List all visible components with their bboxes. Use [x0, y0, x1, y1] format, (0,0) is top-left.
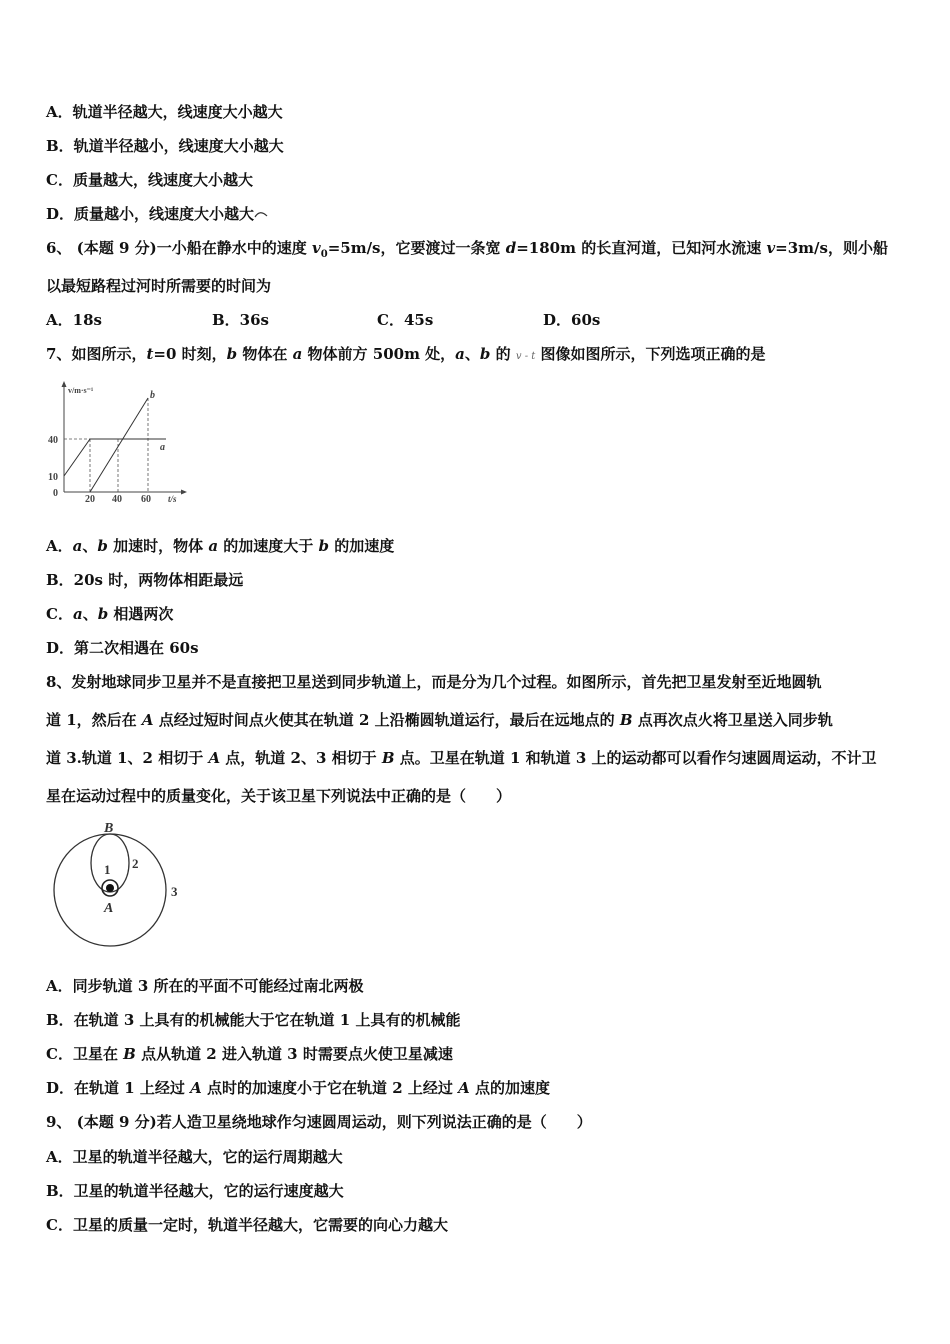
q8-l2-3: 点经过短时间点火使其在轨道 2 上沿椭圆轨道运行，最后在远地点的 — [153, 711, 620, 729]
q8-l2-1: 道 1，然后在 — [46, 711, 142, 729]
q7-oc-4: b — [97, 605, 109, 623]
q7-text-7: 图像如图所示，下列选项正确的是 — [540, 345, 766, 363]
q8-stem-line3 — [46, 748, 877, 768]
q8-stem-line1: 8、发射地球同步卫星并不是直接把卫星送到同步轨道上，而是分为几个过程。如图所示，首先把卫星发射至近地圆轨 — [46, 673, 822, 691]
q7-oc-1: C． — [46, 605, 73, 623]
q6-options — [46, 310, 766, 330]
vt-ytick-10: 10 — [48, 472, 58, 483]
q7-oc-2: a — [72, 605, 83, 623]
q7-var-a: a — [292, 345, 303, 363]
q6-text-1: 一小船在静水中的速度 — [156, 239, 307, 257]
q7-text-1: 如图所示， — [71, 345, 147, 363]
q8-l3-4: B — [381, 749, 395, 767]
q7-var-t: t — [146, 345, 154, 363]
q7-oa-1: A． — [46, 537, 73, 555]
orbit-label-a: A — [104, 901, 114, 916]
q6-option-b: B．36s — [212, 311, 269, 329]
q7-oa-2: a — [72, 537, 83, 555]
vt-y-arrow-icon — [62, 381, 67, 387]
q7-text-6: 的 — [490, 345, 511, 363]
q8-od-4: A — [458, 1079, 470, 1097]
q8-option-b: B．在轨道 3 上具有的机械能大于它在轨道 1 上具有的机械能 — [46, 1011, 461, 1029]
q7-text-2: =0 时刻， — [153, 345, 227, 363]
q6-stem-line1 — [46, 238, 888, 265]
q7-stem — [46, 344, 766, 367]
q7-option-c — [46, 604, 173, 624]
q8-od-5: 点的加速度 — [469, 1079, 550, 1097]
q6-text-3: =180m 的长直河道，已知河水流速 — [516, 239, 762, 257]
q7-option-d: D．第二次相遇在 60s — [46, 639, 199, 657]
vt-line-b — [90, 398, 148, 492]
q8-option-a: A．同步轨道 3 所在的平面不可能经过南北两极 — [46, 977, 364, 995]
q8-oc-3: 点从轨道 2 进入轨道 3 时需要点火使卫星减速 — [135, 1045, 453, 1063]
q6-option-a: A．18s — [46, 311, 102, 329]
vt-x-label: t/s — [168, 494, 177, 504]
q7-oa-8: b — [318, 537, 330, 555]
earth-icon — [106, 884, 114, 892]
orbit-label-2: 2 — [132, 856, 139, 871]
q7-option-b: B．20s 时，两物体相距最远 — [46, 571, 244, 589]
q8-stem-line4: 星在运动过程中的质量变化，关于该卫星下列说法中正确的是（ ） — [46, 787, 512, 805]
q7-var-b2: b — [479, 345, 491, 363]
q7-option-a — [46, 536, 394, 556]
q7-oa-5: 加速时，物体 — [107, 537, 209, 555]
q9-option-b: B．卫星的轨道半径越大，它的运行速度越大 — [46, 1182, 344, 1200]
vt-y-label: v/m·s⁻¹ — [68, 386, 94, 395]
q6-number: 6、 — [46, 239, 72, 257]
orbit-diagram — [44, 816, 194, 952]
q7-oa-4: b — [97, 537, 108, 555]
vt-x-arrow-icon — [181, 490, 187, 495]
q7-text-5: 、 — [464, 345, 480, 363]
q8-od-1: D．在轨道 1 上经过 — [46, 1079, 191, 1097]
q8-stem-line2 — [46, 710, 833, 730]
q5-option-a: A．轨道半径越大，线速度大小越大 — [46, 103, 283, 121]
q7-oa-9: 的加速度 — [329, 537, 395, 555]
q8-l3-3: 点，轨道 2、3 相切于 — [220, 749, 382, 767]
q5-option-c: C．质量越大，线速度大小越大 — [46, 171, 253, 189]
q6-var-v: v — [766, 239, 776, 257]
q7-oa-6: a — [208, 537, 219, 555]
q6-option-c: C．45s — [377, 311, 434, 329]
q7-text-4: 物体前方 500m 处， — [302, 345, 456, 363]
orbit-label-b: B — [104, 821, 114, 836]
vt-ytick-40: 40 — [48, 435, 58, 446]
q9-option-a: A．卫星的轨道半径越大，它的运行周期越大 — [46, 1148, 343, 1166]
q6-text-2: =5m/s，它要渡过一条宽 — [327, 239, 501, 257]
q9-option-c: C．卫星的质量一定时，轨道半径越大，它需要的向心力越大 — [46, 1216, 448, 1234]
q5-option-b: B．轨道半径越小，线速度大小越大 — [46, 137, 284, 155]
q9-stem: 9、 (本题 9 分)若人造卫星绕地球作匀速圆周运动，则下列说法正确的是（ ） — [46, 1113, 592, 1131]
q7-oa-3: 、 — [82, 537, 98, 555]
q8-od-2: A — [190, 1079, 202, 1097]
q7-text-3: 物体在 — [237, 345, 293, 363]
q6-var-v0-sub: 0 — [320, 249, 328, 260]
q8-oc-2: B — [123, 1045, 136, 1063]
q6-option-d: D．60s — [543, 311, 601, 329]
q7-vt-symbol: v - t — [515, 351, 536, 362]
q8-l3-5: 点。卫星在轨道 1 和轨道 3 上的运动都可以看作匀速圆周运动，不计卫 — [394, 749, 877, 767]
orbit-label-1: 1 — [104, 862, 111, 877]
edit-mark-icon — [254, 207, 268, 219]
vt-ytick-0: 0 — [53, 488, 58, 499]
q8-l2-5: 点再次点火将卫星送入同步轨 — [632, 711, 833, 729]
q5-option-d-text: D．质量越小，线速度大小越大 — [46, 205, 255, 223]
q7-var-b: b — [226, 345, 238, 363]
vt-line-a — [64, 439, 166, 476]
vt-graph — [44, 378, 194, 506]
vt-xtick-20: 20 — [85, 494, 95, 505]
q6-score: (本题 9 分) — [76, 239, 157, 257]
q7-oc-3: 、 — [82, 605, 98, 623]
vt-xtick-60: 60 — [141, 494, 151, 505]
q8-option-d — [46, 1078, 550, 1098]
q8-od-3: 点时的加速度小于它在轨道 2 上经过 — [201, 1079, 459, 1097]
q8-l3-1: 道 3.轨道 1、2 相切于 — [46, 749, 209, 767]
q8-l2-2: A — [141, 711, 154, 729]
q6-var-v0: v — [312, 239, 321, 257]
q6-var-d: d — [505, 239, 517, 257]
q8-l2-4: B — [619, 711, 633, 729]
q7-oc-5: 相遇两次 — [108, 605, 174, 623]
q8-l3-2: A — [208, 749, 221, 767]
q7-var-a2: a — [455, 345, 465, 363]
vt-line-b-label: b — [150, 390, 155, 401]
q7-oa-7: 的加速度大于 — [218, 537, 319, 555]
orbit-label-3: 3 — [171, 884, 178, 899]
q8-oc-1: C．卫星在 — [46, 1045, 124, 1063]
q5-option-d — [46, 204, 268, 224]
q8-option-c — [46, 1044, 453, 1064]
vt-line-a-label: a — [160, 442, 165, 453]
q7-number: 7、 — [46, 345, 72, 363]
vt-xtick-40: 40 — [112, 494, 122, 505]
q6-stem-line2: 以最短路程过河时所需要的时间为 — [46, 277, 272, 295]
q6-text-4: =3m/s，则小船 — [775, 239, 888, 257]
